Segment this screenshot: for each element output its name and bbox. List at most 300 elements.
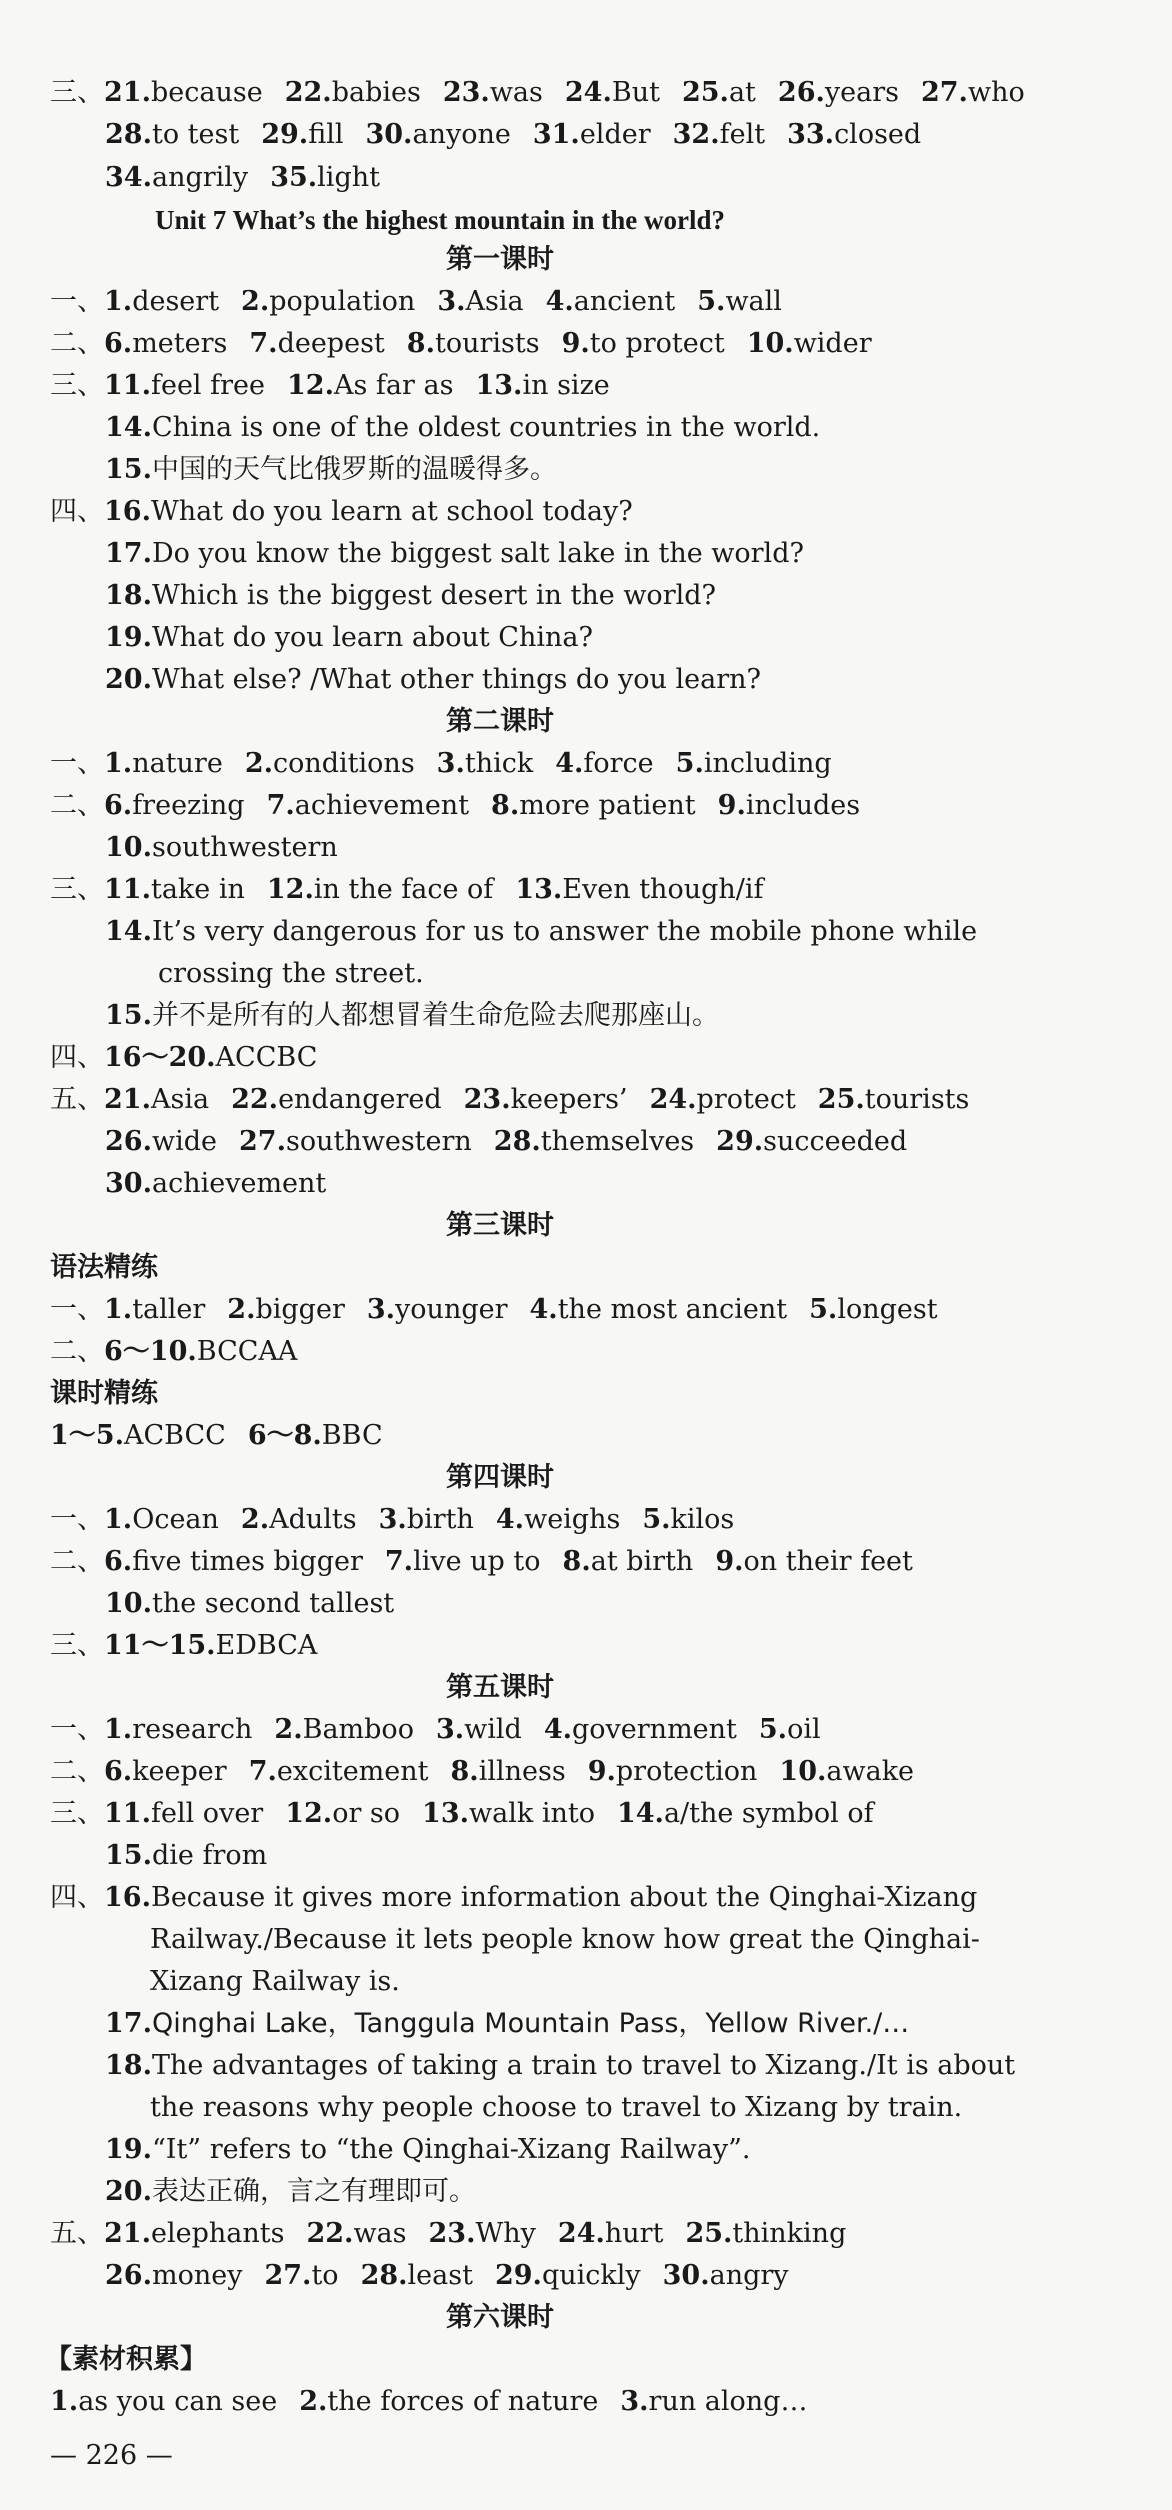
question-number: 3. [436, 748, 465, 779]
answer-item [385, 1546, 541, 1577]
answer-item [306, 2218, 406, 2249]
answer-text: Adults [269, 1504, 357, 1535]
answer-item [716, 1126, 907, 1157]
answer-text: excitement [276, 1756, 429, 1787]
question-number: 2. [244, 748, 273, 779]
answer-text: nature [132, 748, 223, 779]
answer-text: fill [308, 119, 344, 150]
answer-item [682, 77, 756, 108]
answer-text: least [407, 2260, 473, 2291]
answer-text: Why [475, 2218, 536, 2249]
question-number: 5. [675, 748, 704, 779]
question-number: 8. [491, 790, 520, 821]
answer-text: “It” refers to “the Qinghai-Xizang Railway”. [151, 2134, 751, 2165]
answer-item [105, 664, 761, 695]
question-group-prefix: 二、 [50, 328, 104, 359]
answer-line [105, 2172, 1172, 2212]
answer-text: Asia [150, 1084, 210, 1115]
answer-text: It’s very dangerous for us to answer the mobile phone while [151, 916, 978, 947]
question-number: 29. [716, 1126, 764, 1157]
question-number: 15. [105, 1000, 152, 1031]
question-number: 7. [249, 328, 278, 359]
answer-text: felt [719, 119, 766, 150]
answer-item [285, 1798, 400, 1829]
answer-line [50, 1542, 1172, 1582]
question-number: 24. [557, 2218, 605, 2249]
answer-text: wider [793, 328, 872, 359]
answer-text: Even though/if [562, 874, 764, 905]
answer-text: was [353, 2218, 407, 2249]
answer-item [249, 1756, 429, 1787]
question-number: 8. [562, 1546, 591, 1577]
answer-text: at [728, 77, 756, 108]
question-number: 8. [406, 328, 435, 359]
question-number: 2. [240, 1504, 270, 1535]
answer-line [50, 324, 1172, 364]
answer-line [50, 1752, 1172, 1792]
question-group-prefix: 四、 [50, 496, 104, 527]
answer-item [105, 916, 977, 947]
answer-item [104, 1882, 977, 1913]
answer-item [105, 454, 557, 485]
answer-text: at birth [590, 1546, 694, 1577]
answer-item [248, 1420, 383, 1451]
answer-text: ancient [573, 286, 676, 317]
answer-line [105, 576, 1172, 616]
question-number: 2. [299, 2386, 328, 2417]
question-number: 24. [649, 1084, 697, 1115]
question-number: 14. [616, 1798, 664, 1829]
answer-text: awake [826, 1756, 915, 1787]
answer-item [104, 1042, 317, 1073]
answer-item [650, 1084, 796, 1115]
answer-line-continuation: Railway./Because it lets people know how great the Qinghai- [150, 1924, 980, 1955]
answer-text: ACBCC [123, 1420, 226, 1451]
question-number: 27. [239, 1126, 286, 1157]
question-group-prefix: 二、 [50, 790, 104, 821]
answer-text: themselves [540, 1126, 695, 1157]
question-number: 23. [428, 2218, 476, 2249]
question-number: 16. [104, 1882, 151, 1913]
answer-text: 并不是所有的人都想冒着生命危险去爬那座山。 [151, 1000, 719, 1031]
question-number: 1. [104, 1294, 133, 1325]
question-number: 5. [809, 1294, 838, 1325]
answer-item [104, 370, 265, 401]
answer-text: bigger [255, 1294, 345, 1325]
answer-text: China is one of the oldest countries in the world. [151, 412, 821, 443]
question-number: 28. [493, 1126, 541, 1157]
answer-line [50, 1416, 1172, 1456]
answer-item [365, 119, 510, 150]
answer-text: Do you know the biggest salt lake in the world? [151, 538, 804, 569]
answer-text: because [150, 77, 263, 108]
answer-line [105, 828, 1172, 868]
answer-item [451, 1756, 566, 1787]
answer-text: the forces of nature [327, 2386, 599, 2417]
answer-text: live up to [413, 1546, 541, 1577]
question-number: 11. [104, 874, 151, 905]
lesson-title: 第三课时 [446, 1210, 554, 1241]
question-number: 7. [248, 1756, 277, 1787]
question-number: 12. [287, 370, 334, 401]
answer-text: freezing [132, 790, 245, 821]
answer-text: or so [332, 1798, 401, 1829]
answer-item [231, 1084, 442, 1115]
answer-text: Qinghai Lake，Tanggula Mountain Pass，Yellow River./… [151, 2008, 910, 2039]
answer-item [104, 328, 227, 359]
answer-item [105, 1168, 326, 1199]
question-number: 4. [495, 1504, 525, 1535]
question-number: 3. [378, 1504, 407, 1535]
lesson-title: 第六课时 [446, 2302, 554, 2333]
answer-item [105, 2176, 476, 2207]
answer-item [105, 832, 338, 863]
question-number: 16～20. [104, 1042, 216, 1073]
question-number: 6～8. [247, 1420, 322, 1451]
answer-item [787, 119, 921, 150]
answer-text: money [151, 2260, 243, 2291]
question-number: 6. [104, 328, 133, 359]
question-number: 30. [365, 119, 413, 150]
answer-text: including [703, 748, 832, 779]
answer-text: As far as [334, 370, 454, 401]
answer-text: protect [696, 1084, 796, 1115]
answer-line [50, 282, 1172, 322]
question-number: 31. [532, 119, 580, 150]
answer-line [50, 2382, 1172, 2422]
question-number: 6. [104, 1756, 133, 1787]
question-number: 12. [266, 874, 314, 905]
question-number: 29. [494, 2260, 542, 2291]
answer-item [533, 119, 651, 150]
question-number: 1. [104, 1714, 133, 1745]
answer-line [105, 1836, 1172, 1876]
answer-text: wild [464, 1714, 522, 1745]
answer-line [50, 870, 1172, 910]
question-number: 13. [422, 1798, 470, 1829]
answer-item [464, 1084, 628, 1115]
question-number: 7. [266, 790, 295, 821]
question-number: 9. [717, 790, 746, 821]
answer-item [241, 1504, 357, 1535]
answer-line-continuation: crossing the street. [158, 958, 424, 989]
answer-text: desert [132, 286, 220, 317]
question-number: 16. [104, 496, 151, 527]
question-group-prefix: 三、 [50, 370, 104, 401]
question-number: 4. [545, 286, 574, 317]
answer-line [105, 534, 1172, 574]
answer-item [104, 286, 219, 317]
answer-item [249, 328, 384, 359]
section-label: 【素材积累】 [45, 2344, 207, 2375]
answer-item [227, 1294, 345, 1325]
answer-text: to [311, 2260, 339, 2291]
answer-item [718, 790, 860, 821]
question-number: 1. [104, 1504, 133, 1535]
answer-item [555, 748, 653, 779]
question-number: 4. [529, 1294, 558, 1325]
answer-item [685, 2218, 846, 2249]
question-number: 2. [274, 1714, 303, 1745]
question-group-prefix: 一、 [50, 1714, 104, 1745]
answer-text: feel free [150, 370, 266, 401]
answer-text: quickly [541, 2260, 641, 2291]
answer-text: was [489, 77, 543, 108]
answer-text: in size [522, 370, 610, 401]
answer-text: includes [745, 790, 861, 821]
question-number: 35. [270, 162, 318, 193]
answer-line [50, 492, 1172, 532]
question-number: 1. [104, 748, 133, 779]
answer-item [588, 1756, 758, 1787]
answer-item [676, 748, 832, 779]
answer-text: protection [615, 1756, 758, 1787]
question-number: 34. [105, 162, 152, 193]
answer-text: the most ancient [557, 1294, 788, 1325]
question-number: 25. [817, 1084, 865, 1115]
question-number: 13. [475, 370, 523, 401]
question-number: 2. [227, 1294, 256, 1325]
question-number: 4. [543, 1714, 572, 1745]
answer-item [105, 622, 593, 653]
answer-item [104, 1504, 219, 1535]
question-number: 22. [306, 2218, 354, 2249]
answer-item [105, 1000, 719, 1031]
question-number: 7. [384, 1546, 414, 1577]
answer-text: the second tallest [151, 1588, 395, 1619]
answer-item [697, 286, 782, 317]
question-number: 27. [264, 2260, 312, 2291]
answer-line [50, 1794, 1172, 1834]
question-number: 28. [360, 2260, 408, 2291]
question-number: 25. [685, 2218, 733, 2249]
question-number: 30. [105, 1168, 152, 1199]
answer-text: to test [151, 119, 240, 150]
answer-line [105, 1584, 1172, 1624]
question-number: 11～15. [104, 1630, 216, 1661]
question-number: 10. [105, 1588, 152, 1619]
answer-text: 中国的天气比俄罗斯的温暖得多。 [151, 454, 557, 485]
answer-text: southwestern [151, 832, 338, 863]
answer-text: anyone [412, 119, 511, 150]
answer-item [104, 1294, 205, 1325]
answer-item [565, 77, 660, 108]
answer-item [264, 2260, 338, 2291]
question-number: 1～5. [50, 1420, 124, 1451]
answer-line [105, 1122, 1172, 1162]
answer-text: who [967, 77, 1025, 108]
question-number: 3. [437, 286, 466, 317]
question-group-prefix: 二、 [50, 1546, 104, 1577]
answer-text: What else? /What other things do you learn? [151, 664, 761, 695]
question-number: 10. [746, 328, 794, 359]
question-number: 26. [777, 77, 825, 108]
answer-text: Which is the biggest desert in the world? [151, 580, 716, 611]
answer-item [437, 748, 534, 779]
answer-item [809, 1294, 937, 1325]
unit-title: Unit 7 What’s the highest mountain in the world? [154, 205, 726, 235]
answer-line [105, 2004, 1172, 2044]
question-number: 15. [105, 1840, 152, 1871]
question-number: 21. [104, 1084, 151, 1115]
lesson-title: 第一课时 [446, 244, 554, 275]
answer-text: Bamboo [302, 1714, 414, 1745]
question-number: 22. [231, 1084, 279, 1115]
answer-text: illness [478, 1756, 566, 1787]
answer-item [642, 1504, 734, 1535]
answer-text: five times bigger [132, 1546, 363, 1577]
answer-text: Asia [465, 286, 524, 317]
answer-item [104, 790, 245, 821]
answer-item [105, 1588, 394, 1619]
answer-item [105, 119, 239, 150]
question-number: 23. [442, 77, 490, 108]
question-number: 13. [515, 874, 563, 905]
question-number: 5. [697, 286, 726, 317]
question-number: 21. [104, 77, 151, 108]
answer-text: thick [464, 748, 534, 779]
answer-text: Because it gives more information about the Qinghai-Xizang [150, 1882, 978, 1913]
answer-text: tourists [434, 328, 540, 359]
answer-text: walk into [469, 1798, 595, 1829]
answer-line [50, 1290, 1172, 1330]
answer-item [105, 2050, 1015, 2081]
question-group-prefix: 一、 [50, 286, 104, 317]
answer-item [105, 2008, 909, 2039]
answer-text: younger [395, 1294, 508, 1325]
answer-line [50, 2214, 1172, 2254]
answer-text: keeper [132, 1756, 227, 1787]
question-number: 9. [561, 328, 590, 359]
answer-text: keepers’ [510, 1084, 628, 1115]
answer-line [105, 618, 1172, 658]
answer-line [105, 996, 1172, 1036]
answer-text: BBC [321, 1420, 383, 1451]
answer-line [50, 73, 1172, 113]
answer-text: But [611, 77, 660, 108]
answer-text: achievement [151, 1168, 327, 1199]
question-number: 3. [366, 1294, 396, 1325]
answer-text: elder [579, 119, 651, 150]
question-number: 17. [105, 2008, 152, 2039]
question-number: 22. [284, 77, 332, 108]
question-number: 20. [105, 2176, 152, 2207]
answer-line-continuation: Xizang Railway is. [150, 1966, 400, 1997]
answer-item [241, 286, 415, 317]
answer-text: angrily [151, 162, 249, 193]
answer-line [50, 1878, 1172, 1918]
question-number: 12. [285, 1798, 333, 1829]
answer-text: achievement [294, 790, 470, 821]
question-number: 20. [105, 664, 152, 695]
question-number: 19. [105, 622, 152, 653]
answer-line [105, 2130, 1172, 2170]
question-number: 17. [105, 538, 152, 569]
question-group-prefix: 四、 [50, 1882, 104, 1913]
answer-item [747, 328, 872, 359]
question-number: 14. [105, 916, 152, 947]
question-group-prefix: 三、 [50, 1630, 104, 1661]
question-group-prefix: 一、 [50, 748, 104, 779]
answer-text: elephants [150, 2218, 285, 2249]
answer-text: take in [150, 874, 245, 905]
question-group-prefix: 三、 [50, 1798, 104, 1829]
answer-item [104, 496, 633, 527]
answer-item [673, 119, 765, 150]
answer-line [105, 115, 1172, 155]
answer-text: weighs [524, 1504, 621, 1535]
answer-item [245, 748, 415, 779]
section-label: 语法精练 [50, 1252, 158, 1283]
question-number: 26. [105, 1126, 152, 1157]
answer-item [558, 2218, 664, 2249]
answer-item [407, 328, 540, 359]
answer-item [544, 1714, 737, 1745]
answer-item [104, 1546, 363, 1577]
answer-item [267, 874, 493, 905]
question-number: 24. [564, 77, 612, 108]
answer-item [379, 1504, 474, 1535]
answer-item [239, 1126, 472, 1157]
question-number: 18. [105, 580, 152, 611]
answer-text: oil [787, 1714, 821, 1745]
answer-text: light [317, 162, 380, 193]
answer-text: a/the symbol of [663, 1798, 874, 1829]
answer-item [494, 1126, 694, 1157]
question-group-prefix: 二、 [50, 1756, 104, 1787]
question-number: 29. [261, 119, 309, 150]
question-group-prefix: 一、 [50, 1504, 104, 1535]
question-number: 6. [104, 790, 133, 821]
answer-item [105, 580, 716, 611]
answer-item [285, 77, 421, 108]
answer-line [105, 408, 1172, 448]
answer-line [105, 450, 1172, 490]
question-number: 19. [105, 2134, 152, 2165]
answer-line [105, 158, 1172, 198]
answer-line [105, 1164, 1172, 1204]
answer-text: force [583, 748, 654, 779]
question-number: 14. [105, 412, 152, 443]
answer-line [105, 660, 1172, 700]
question-number: 32. [672, 119, 720, 150]
question-group-prefix: 一、 [50, 1294, 104, 1325]
answer-text: babies [331, 77, 421, 108]
answer-item [104, 748, 223, 779]
answer-text: deepest [277, 328, 385, 359]
answer-text: years [824, 77, 899, 108]
answer-item [546, 286, 676, 317]
page-number: — 226 — [50, 2440, 173, 2471]
answer-item [779, 1756, 914, 1787]
question-group-prefix: 三、 [50, 77, 104, 108]
answer-text: more patient [519, 790, 696, 821]
question-number: 28. [105, 119, 152, 150]
answer-text: The advantages of taking a train to travel to Xizang./It is about [151, 2050, 1016, 2081]
question-number: 6～10. [104, 1336, 197, 1367]
question-number: 9. [715, 1546, 744, 1577]
question-number: 4. [555, 748, 584, 779]
answer-item [759, 1714, 821, 1745]
question-number: 5. [758, 1714, 788, 1745]
answer-item [422, 1798, 595, 1829]
lesson-title: 第五课时 [446, 1672, 554, 1703]
answer-item [921, 77, 1025, 108]
answer-text: longest [837, 1294, 938, 1325]
answer-item [104, 1714, 252, 1745]
answer-item [443, 77, 543, 108]
answer-line [105, 2046, 1172, 2086]
